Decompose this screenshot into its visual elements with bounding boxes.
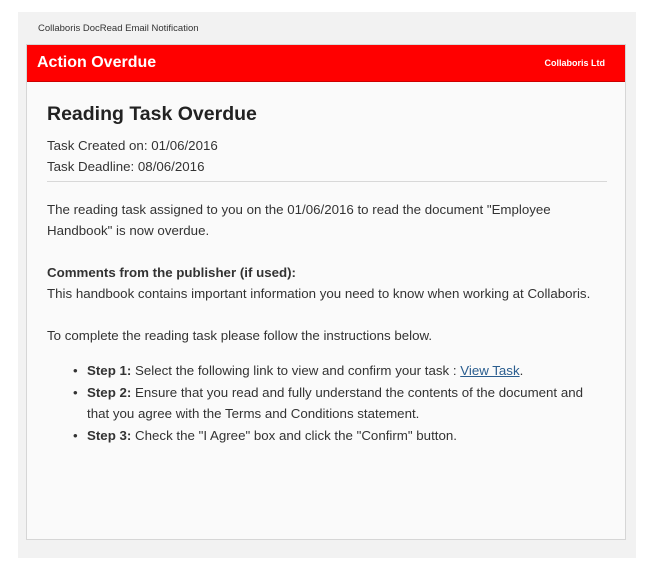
step-punctuation: . [519,363,524,378]
comments-heading: Comments from the publisher (if used): [47,265,296,280]
step-text: Check the "I Agree" box and click the "Confirm" button. [131,428,457,443]
step-label: Step 3: [87,428,132,443]
step-label: Step 1: [87,363,132,378]
page-title: Reading Task Overdue [47,103,257,125]
email-card [26,44,626,540]
task-created-date: Task Created on: 01/06/2016 [47,138,218,153]
steps-list [47,360,607,446]
view-task-link[interactable]: View Task [460,363,520,378]
step-text: Ensure that you read and fully understand the contents of the document and that you agree with the Terms and Conditions statement. [87,385,584,421]
intro-paragraph: The reading task assigned to you on the 01/06/2016 to read the document "Employee Handbook" is now overdue. [47,202,551,238]
email-subject: Collaboris DocRead Email Notification [38,23,199,34]
bullet-icon: • [73,428,78,443]
comments-section [47,262,607,304]
status-banner [27,45,625,82]
divider [47,181,607,182]
list-item [73,382,607,424]
banner-title: Action Overdue [37,54,157,71]
list-item [73,360,607,381]
list-item [73,425,607,446]
comments-text: This handbook contains important information you need to know when working at Collaboris. [47,286,591,301]
instructions-text: To complete the reading task please follow the instructions below. [47,328,433,343]
company-name: Collaboris Ltd [544,58,605,68]
bullet-icon: • [73,363,78,378]
step-label: Step 2: [87,385,132,400]
task-deadline-date: Task Deadline: 08/06/2016 [47,159,205,174]
bullet-icon: • [73,385,78,400]
step-text: Select the following link to view and confirm your task : [131,363,461,378]
email-content [47,102,607,447]
